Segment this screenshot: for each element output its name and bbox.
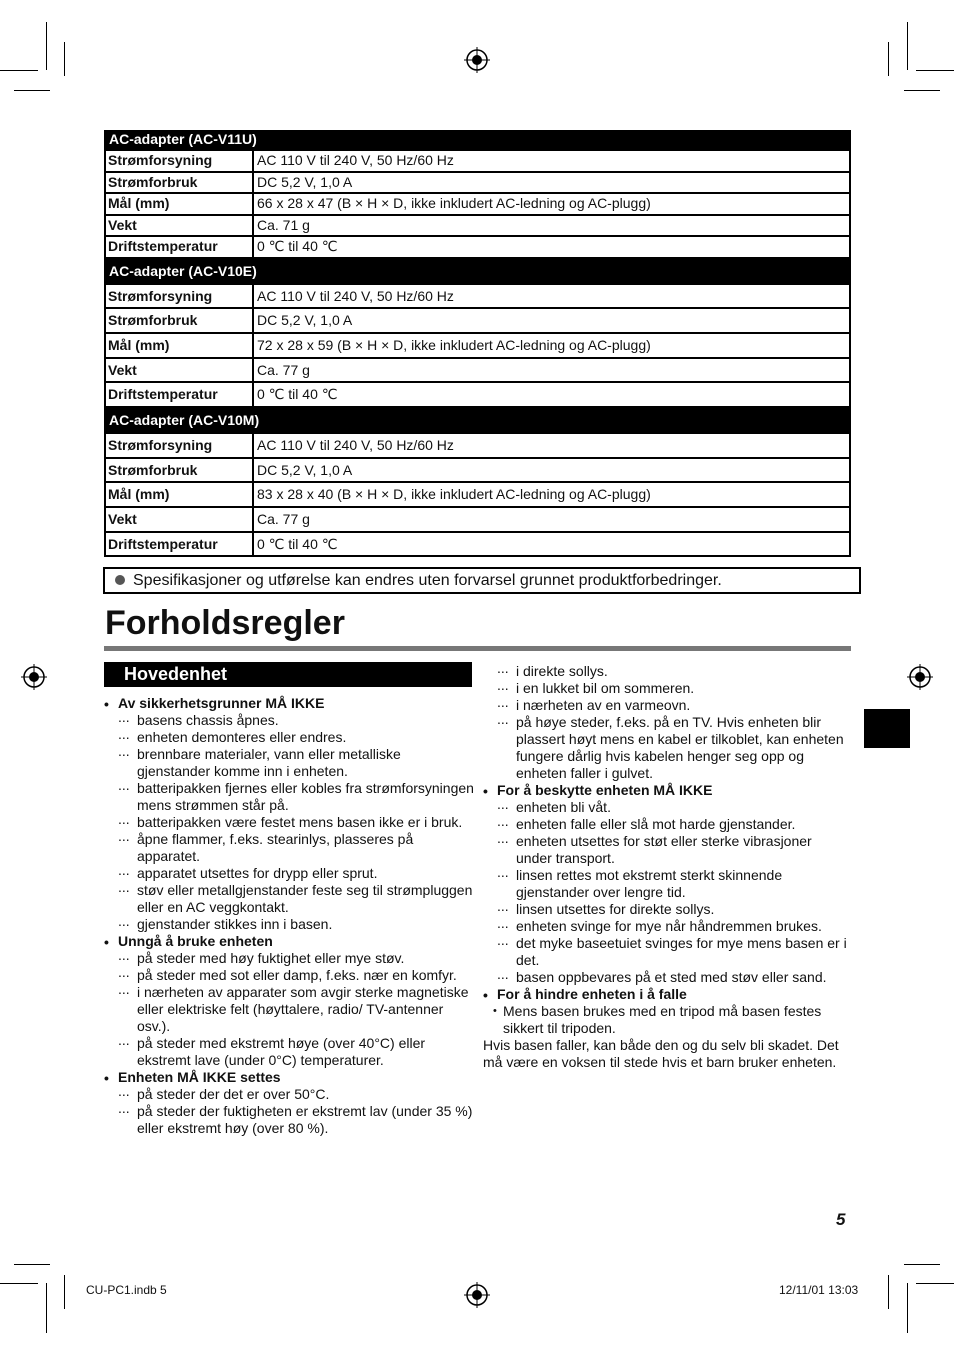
- spec-table-ac-v11u: [104, 130, 851, 259]
- footer-file: CU-PC1.indb 5: [86, 1283, 167, 1297]
- list-item: ... på høye steder, f.eks. på en TV. Hvis enheten blir plassert høyt mens en kabel er tilkoblet, kan enheten fungere dårlig hvis kabelen henger seg opp og enheten faller i gulvet.: [483, 714, 849, 782]
- table-row: [106, 531, 849, 556]
- list-item: ... på steder med ekstremt høye (over 40°C) eller ekstremt lave (under 0°C) temperaturer.: [104, 1035, 476, 1069]
- list-item: ... enheten svinge for mye når håndremmen brukes.: [483, 918, 849, 935]
- list-item: ... det myke baseetuiet svinges for mye mens basen er i det.: [483, 935, 849, 969]
- row-label: Driftstemperatur: [106, 533, 254, 556]
- row-value: DC 5,2 V, 1,0 A: [257, 312, 353, 329]
- crop-mark: [916, 70, 954, 71]
- row-label: Mål (mm): [106, 483, 254, 506]
- list-item: ... batteripakken være festet mens basen ikke er i bruk.: [104, 814, 476, 831]
- list-item: • Mens basen brukes med en tripod må basen festes sikkert til tripoden.: [483, 1003, 849, 1037]
- crop-mark: [904, 90, 940, 91]
- spec-table-header: AC-adapter (AC-V10E): [106, 259, 849, 283]
- paragraph: Hvis basen faller, kan både den og du selv bli skadet. Det må være en voksen til stede hvis et barn bruker enheten.: [483, 1037, 839, 1070]
- registration-mark-icon: [464, 1282, 490, 1308]
- list-item: ... i en lukket bil om sommeren.: [483, 680, 849, 697]
- crop-mark: [904, 1264, 940, 1265]
- table-row: [106, 432, 849, 457]
- list-item: ... i direkte sollys.: [483, 663, 849, 680]
- page-number: 5: [836, 1210, 846, 1229]
- bullet-icon: [115, 575, 125, 585]
- row-value: 0 ℃ til 40 ℃: [257, 535, 338, 552]
- table-row: [106, 149, 849, 171]
- table-row: [106, 283, 849, 308]
- list-item: ... på steder med høy fuktighet eller mye støv.: [104, 950, 476, 967]
- crop-mark: [14, 90, 50, 91]
- list-item: ... på steder der det er over 50°C.: [104, 1086, 476, 1103]
- table-row: [106, 357, 849, 382]
- list-heading: • Av sikkerhetsgrunner MÅ IKKE: [104, 695, 476, 712]
- list-item: ... gjenstander stikkes inn i basen.: [104, 916, 476, 933]
- row-value: AC 110 V til 240 V, 50 Hz/60 Hz: [257, 152, 454, 168]
- list-item: ... enheten demonteres eller endres.: [104, 729, 476, 746]
- spec-table-header: AC-adapter (AC-V10M): [106, 408, 849, 432]
- page-title: Forholdsregler: [105, 604, 345, 642]
- left-column: [104, 695, 476, 1137]
- table-row: [106, 457, 849, 482]
- row-label: Strømforsyning: [106, 434, 254, 457]
- list-item: ... brennbare materialer, vann eller metalliske gjenstander komme inn i enheten.: [104, 746, 476, 780]
- row-value: Ca. 77 g: [257, 511, 310, 527]
- crop-mark: [888, 1275, 889, 1309]
- list-item: ... enheten falle eller slå mot harde gjenstander.: [483, 816, 849, 833]
- row-value: 0 ℃ til 40 ℃: [257, 386, 338, 403]
- list-item: ... i nærheten av apparater som avgir sterke magnetiske eller elektriske felt (høyttalere, radio/ TV-antenner osv.).: [104, 984, 476, 1035]
- row-value: Ca. 77 g: [257, 361, 310, 378]
- registration-mark-icon: [21, 664, 47, 690]
- list-item: ... batteripakken fjernes eller kobles fra strømforsyningen mens strømmen står på.: [104, 780, 476, 814]
- row-label: Mål (mm): [106, 194, 254, 214]
- row-value: DC 5,2 V, 1,0 A: [257, 461, 353, 478]
- table-row: [106, 381, 849, 406]
- table-row: [106, 332, 849, 357]
- table-row: [106, 506, 849, 531]
- crop-mark: [907, 22, 908, 70]
- list-item: ... linsen utsettes for direkte sollys.: [483, 901, 849, 918]
- row-value: Ca. 71 g: [257, 216, 310, 233]
- crop-mark: [46, 1283, 47, 1333]
- crop-mark: [0, 70, 38, 71]
- list-item: ... basen oppbevares på et sted med støv eller sand.: [483, 969, 849, 986]
- table-row: [106, 192, 849, 214]
- language-tab-marker: [864, 709, 910, 748]
- spec-tables: [104, 130, 851, 557]
- list-heading: • Enheten MÅ IKKE settes: [104, 1069, 476, 1086]
- list-heading: • For å hindre enheten i å falle: [483, 986, 849, 1003]
- crop-mark: [907, 1283, 908, 1333]
- registration-mark-icon: [464, 47, 490, 73]
- spec-note: [103, 567, 861, 594]
- list-heading: • Unngå å bruke enheten: [104, 933, 476, 950]
- spec-table-ac-v10m: [104, 408, 851, 557]
- title-rule: [104, 646, 851, 651]
- list-item: ... enheten bli våt.: [483, 799, 849, 816]
- list-item: ... basens chassis åpnes.: [104, 712, 476, 729]
- row-label: Strømforbruk: [106, 173, 254, 193]
- table-row: [106, 307, 849, 332]
- right-column: [483, 663, 849, 1071]
- list-item: ... støv eller metallgjenstander feste seg til strømpluggen eller en AC veggkontakt.: [104, 882, 476, 916]
- row-label: Driftstemperatur: [106, 237, 254, 257]
- spec-table-ac-v10e: [104, 259, 851, 408]
- table-row: [106, 171, 849, 193]
- row-value: 72 x 28 x 59 (B × H × D, ikke inkludert AC-ledning og AC-plugg): [257, 336, 651, 353]
- crop-mark: [46, 22, 47, 70]
- row-label: Strømforbruk: [106, 459, 254, 482]
- row-value: DC 5,2 V, 1,0 A: [257, 173, 353, 190]
- row-value: AC 110 V til 240 V, 50 Hz/60 Hz: [257, 436, 454, 453]
- list-item: ... i nærheten av en varmeovn.: [483, 697, 849, 714]
- crop-mark: [888, 42, 889, 76]
- section-heading: Hovedenhet: [104, 662, 472, 687]
- row-label: Vekt: [106, 216, 254, 236]
- table-row: [106, 481, 849, 506]
- spec-note-text: Spesifikasjoner og utførelse kan endres uten forvarsel grunnet produktforbedringer.: [133, 572, 722, 589]
- row-label: Strømforbruk: [106, 309, 254, 332]
- row-label: Vekt: [106, 508, 254, 531]
- row-label: Vekt: [106, 359, 254, 382]
- crop-mark: [14, 1264, 50, 1265]
- row-value: 83 x 28 x 40 (B × H × D, ikke inkludert AC-ledning og AC-plugg): [257, 486, 651, 503]
- row-label: Mål (mm): [106, 334, 254, 357]
- spec-table-header: AC-adapter (AC-V11U): [106, 130, 849, 149]
- crop-mark: [64, 42, 65, 76]
- crop-mark: [916, 1283, 954, 1284]
- footer-stamp: 12/11/01 13:03: [779, 1283, 859, 1297]
- list-heading: • For å beskytte enheten MÅ IKKE: [483, 782, 849, 799]
- row-value: 0 ℃ til 40 ℃: [257, 238, 338, 254]
- row-value: 66 x 28 x 47 (B × H × D, ikke inkludert AC-ledning og AC-plugg): [257, 195, 651, 211]
- list-item: ... på steder der fuktigheten er ekstremt lav (under 35 %) eller ekstremt høy (over 80 %).: [104, 1103, 476, 1137]
- table-row: [106, 235, 849, 257]
- row-label: Strømforsyning: [106, 151, 254, 171]
- table-row: [106, 214, 849, 236]
- crop-mark: [0, 1283, 38, 1284]
- row-value: AC 110 V til 240 V, 50 Hz/60 Hz: [257, 287, 454, 304]
- crop-mark: [64, 1275, 65, 1309]
- row-label: Strømforsyning: [106, 285, 254, 308]
- list-item: ... enheten utsettes for støt eller sterke vibrasjoner under transport.: [483, 833, 849, 867]
- list-item: ... på steder med sot eller damp, f.eks. nær en komfyr.: [104, 967, 476, 984]
- list-item: ... åpne flammer, f.eks. stearinlys, plasseres på apparatet.: [104, 831, 476, 865]
- registration-mark-icon: [907, 664, 933, 690]
- row-label: Driftstemperatur: [106, 383, 254, 406]
- list-item: ... apparatet utsettes for drypp eller sprut.: [104, 865, 476, 882]
- list-item: ... linsen rettes mot ekstremt sterkt skinnende gjenstander over lengre tid.: [483, 867, 849, 901]
